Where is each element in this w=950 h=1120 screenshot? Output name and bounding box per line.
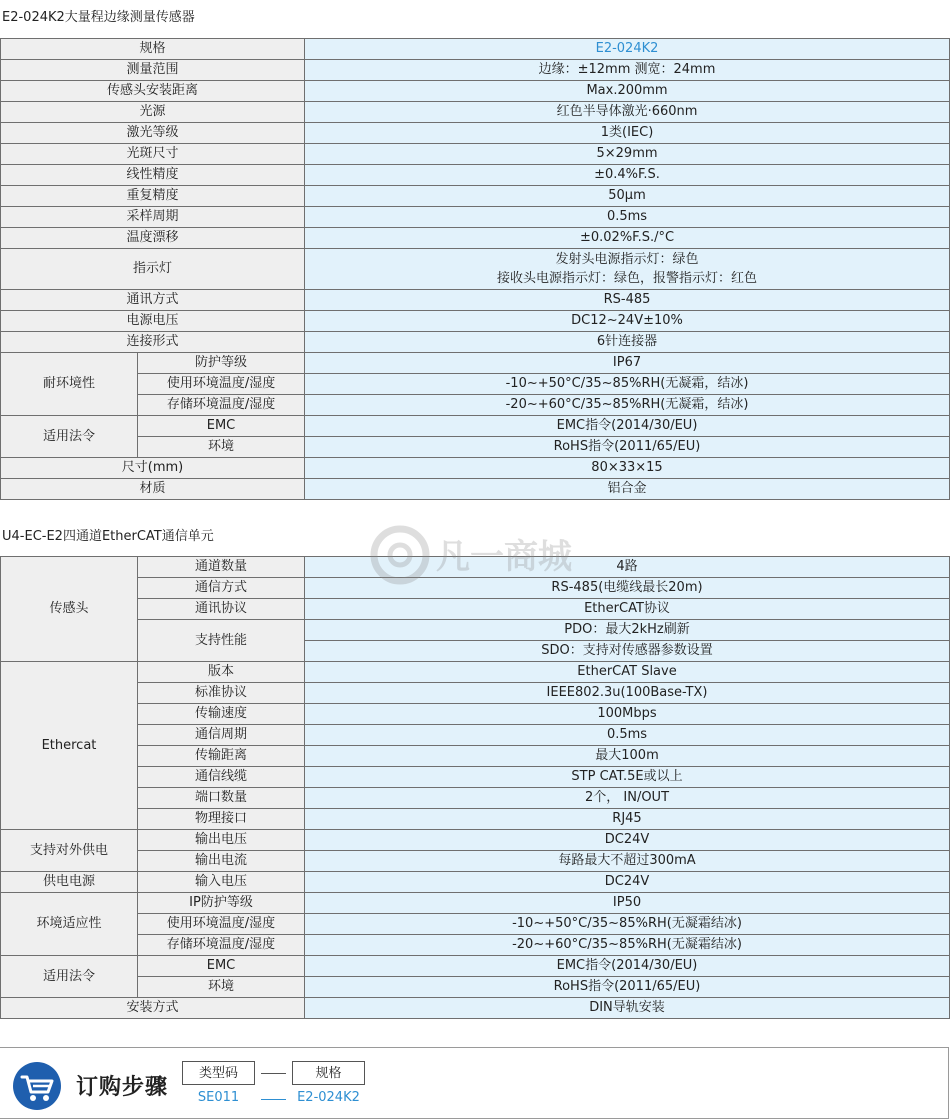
spec-key: 尺寸(mm): [1, 458, 305, 479]
spec-key: EMC: [138, 956, 305, 977]
spec-key: 端口数量: [138, 788, 305, 809]
spec-code-value: E2-024K2: [297, 1090, 360, 1105]
spec-value: 0.5ms: [305, 725, 950, 746]
spec-value: 100Mbps: [305, 704, 950, 725]
spec-key: 物理接口: [138, 809, 305, 830]
spec-key: IP防护等级: [138, 893, 305, 914]
spec-box: 规格: [292, 1061, 365, 1085]
spec-key: 传输速度: [138, 704, 305, 725]
spec-value: 铝合金: [305, 479, 950, 500]
spec-value: -20~+60°C/35~85%RH(无凝霜，结冰): [305, 395, 950, 416]
type-code-value: SE011: [197, 1090, 240, 1105]
table-row: [1, 746, 950, 767]
spec-table-ethercat: [0, 556, 950, 1019]
cart-icon: [13, 1062, 61, 1110]
spec-value: RoHS指令(2011/65/EU): [305, 437, 950, 458]
spec-value: 0.5ms: [305, 207, 950, 228]
order-steps-title: 订购步骤: [76, 1075, 169, 1100]
spec-value: [305, 249, 950, 290]
spec-key: 通信线缆: [138, 767, 305, 788]
table-row: [1, 39, 950, 60]
table-row: [1, 123, 950, 144]
group-label: 传感头: [1, 557, 138, 662]
spec-value: STP CAT.5E或以上: [305, 767, 950, 788]
table-row: [1, 437, 950, 458]
spec-value: RS-485(电缆线最长20m): [305, 578, 950, 599]
table2-title: U4-EC-E2四通道EtherCAT通信单元: [2, 529, 214, 544]
spec-value: Max.200mm: [305, 81, 950, 102]
watermark-text: 凡一商城: [436, 537, 572, 577]
spec-value: EtherCAT协议: [305, 599, 950, 620]
table-row: [1, 165, 950, 186]
spec-key: 存储环境温度/湿度: [138, 935, 305, 956]
spec-value: DC24V: [305, 872, 950, 893]
table-row: [1, 60, 950, 81]
table-row: [1, 683, 950, 704]
group-label: Ethercat: [1, 662, 138, 830]
spec-key: EMC: [138, 416, 305, 437]
table-row: [1, 228, 950, 249]
table-row: [1, 956, 950, 977]
spec-value: RS-485: [305, 290, 950, 311]
spec-key: 线性精度: [1, 165, 305, 186]
spec-value: 4路: [305, 557, 950, 578]
table-row: [1, 662, 950, 683]
table-row: [1, 374, 950, 395]
spec-key: 重复精度: [1, 186, 305, 207]
spec-key: 连接形式: [1, 332, 305, 353]
table-row: [1, 893, 950, 914]
spec-value: SDO：支持对传感器参数设置: [305, 641, 950, 662]
table-row: [1, 851, 950, 872]
table-row: [1, 620, 950, 641]
spec-key: 激光等级: [1, 123, 305, 144]
table-row: [1, 249, 950, 290]
table-row: [1, 872, 950, 893]
connector-line: [261, 1073, 286, 1074]
spec-value: IEEE802.3u(100Base-TX): [305, 683, 950, 704]
table-row: [1, 767, 950, 788]
watermark-logo: [368, 520, 583, 590]
spec-key: 使用环境温度/湿度: [138, 374, 305, 395]
table-row: [1, 290, 950, 311]
spec-value: 最大100m: [305, 746, 950, 767]
spec-key: 存储环境温度/湿度: [138, 395, 305, 416]
spec-key: 采样周期: [1, 207, 305, 228]
table-row: [1, 479, 950, 500]
spec-key: 通讯方式: [1, 290, 305, 311]
spec-key: 支持性能: [138, 620, 305, 662]
spec-key: 材质: [1, 479, 305, 500]
spec-value: 边缘：±12mm 测宽：24mm: [305, 60, 950, 81]
table-row: [1, 207, 950, 228]
spec-key: 版本: [138, 662, 305, 683]
spec-table-sensor: [0, 38, 950, 500]
spec-value: EtherCAT Slave: [305, 662, 950, 683]
spec-key: 标准协议: [138, 683, 305, 704]
spec-key: 温度漂移: [1, 228, 305, 249]
spec-key: 环境: [138, 437, 305, 458]
table-row: [1, 102, 950, 123]
indicator-line-1: 发射头电源指示灯：绿色: [555, 252, 699, 267]
table-row: [1, 395, 950, 416]
spec-key: 规格: [1, 39, 305, 60]
spec-value: RJ45: [305, 809, 950, 830]
table-row: [1, 144, 950, 165]
table-row: [1, 416, 950, 437]
table-row: [1, 311, 950, 332]
group-label: 耐环境性: [1, 353, 138, 416]
spec-value: EMC指令(2014/30/EU): [305, 956, 950, 977]
spec-key: 安装方式: [1, 998, 305, 1019]
spec-key: 环境: [138, 977, 305, 998]
spec-key: 测量范围: [1, 60, 305, 81]
spec-value: 每路最大不超过300mA: [305, 851, 950, 872]
spec-key: 使用环境温度/湿度: [138, 914, 305, 935]
table-row: [1, 81, 950, 102]
spec-value: ±0.4%F.S.: [305, 165, 950, 186]
spec-key: 通信方式: [138, 578, 305, 599]
indicator-line-2: 接收头电源指示灯：绿色，报警指示灯：红色: [497, 271, 758, 286]
group-label: 适用法令: [1, 956, 138, 998]
group-label: 支持对外供电: [1, 830, 138, 872]
spec-key: 输出电压: [138, 830, 305, 851]
spec-value: 红色半导体激光·660nm: [305, 102, 950, 123]
group-label: 供电电源: [1, 872, 138, 893]
table-row: [1, 788, 950, 809]
table-row: [1, 186, 950, 207]
table1-title: E2-024K2大量程边缘测量传感器: [2, 10, 195, 25]
spec-value: 6针连接器: [305, 332, 950, 353]
code-connector-line: [261, 1099, 286, 1100]
spec-value: -10~+50°C/35~85%RH(无凝霜结冰): [305, 914, 950, 935]
spec-value: 50μm: [305, 186, 950, 207]
spec-key: 传输距离: [138, 746, 305, 767]
table-row: [1, 725, 950, 746]
spec-key: 通道数量: [138, 557, 305, 578]
spec-key: 电源电压: [1, 311, 305, 332]
spec-value: 1类(IEC): [305, 123, 950, 144]
spec-value: DC12~24V±10%: [305, 311, 950, 332]
spec-key: 防护等级: [138, 353, 305, 374]
model-value: E2-024K2: [305, 39, 950, 60]
spec-value: 80×33×15: [305, 458, 950, 479]
spec-key: 通信周期: [138, 725, 305, 746]
table-row: [1, 704, 950, 725]
table-row: [1, 332, 950, 353]
spec-value: -10~+50°C/35~85%RH(无凝霜，结冰): [305, 374, 950, 395]
spec-key: 传感头安装距离: [1, 81, 305, 102]
order-steps-panel: [0, 1047, 949, 1119]
spec-value: IP67: [305, 353, 950, 374]
spec-value: 5×29mm: [305, 144, 950, 165]
table-row: [1, 914, 950, 935]
group-label: 适用法令: [1, 416, 138, 458]
spec-value: -20~+60°C/35~85%RH(无凝霜结冰): [305, 935, 950, 956]
spec-value: IP50: [305, 893, 950, 914]
spec-value: EMC指令(2014/30/EU): [305, 416, 950, 437]
table-row: [1, 458, 950, 479]
table-row: [1, 977, 950, 998]
spec-key: 指示灯: [1, 249, 305, 290]
spec-value: RoHS指令(2011/65/EU): [305, 977, 950, 998]
spec-key: 光斑尺寸: [1, 144, 305, 165]
spec-key: 通讯协议: [138, 599, 305, 620]
table-row: [1, 998, 950, 1019]
spec-value: DC24V: [305, 830, 950, 851]
table-row: [1, 809, 950, 830]
spec-key: 输出电流: [138, 851, 305, 872]
table-row: [1, 599, 950, 620]
spec-key: 光源: [1, 102, 305, 123]
group-label: 环境适应性: [1, 893, 138, 956]
spec-key: 输入电压: [138, 872, 305, 893]
spec-value: 2个， IN/OUT: [305, 788, 950, 809]
spec-value: ±0.02%F.S./°C: [305, 228, 950, 249]
table-row: [1, 830, 950, 851]
table-row: [1, 353, 950, 374]
spec-value: DIN导轨安装: [305, 998, 950, 1019]
table-row: [1, 935, 950, 956]
spec-value: PDO：最大2kHz刷新: [305, 620, 950, 641]
type-code-box: 类型码: [182, 1061, 255, 1085]
